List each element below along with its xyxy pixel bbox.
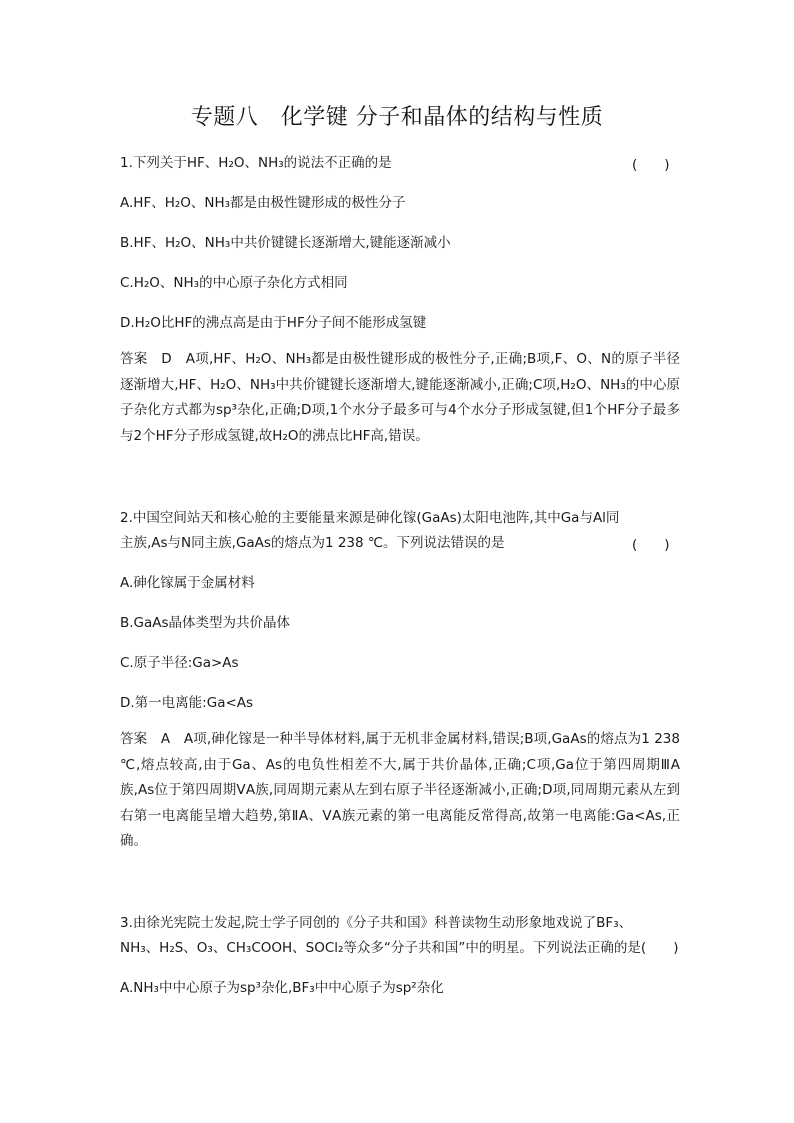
question-1-answer-blank: ( ) [632, 157, 670, 173]
question-2-option-b: B.GaAs晶体类型为共价晶体 [120, 615, 291, 631]
question-2-stem-line-1: 2.中国空间站天和核心舱的主要能量来源是砷化镓(GaAs)太阳电池阵,其中Ga与Al同 [120, 510, 620, 526]
page-title: 专题八 化学键 分子和晶体的结构与性质 [190, 105, 604, 130]
question-1-option-b: B.HF、H₂O、NH₃中共价键键长逐渐增大,键能逐渐减小 [120, 235, 451, 251]
question-2-option-c: C.原子半径:Ga>As [120, 655, 239, 671]
question-2-answer-blank: ( ) [632, 537, 670, 553]
question-1-option-d: D.H₂O比HF的沸点高是由于HF分子间不能形成氢键 [120, 315, 427, 331]
question-3-stem-line-2: NH₃、H₂S、O₃、CH₃COOH、SOCl₂等众多“分子共和国”中的明星。下列说法正确的是( ) [120, 940, 679, 956]
question-3-stem-line-1: 3.由徐光宪院士发起,院士学子同创的《分子共和国》科普读物生动形象地戏说了BF₃、 [120, 915, 633, 931]
question-1-option-a: A.HF、H₂O、NH₃都是由极性键形成的极性分子 [120, 195, 406, 211]
question-3-option-a: A.NH₃中中心原子为sp³杂化,BF₃中中心原子为sp²杂化 [120, 980, 444, 996]
question-2-option-d: D.第一电离能:Ga<As [120, 695, 254, 711]
question-1-option-c: C.H₂O、NH₃的中心原子杂化方式相同 [120, 275, 348, 291]
question-1-stem: 1.下列关于HF、H₂O、NH₃的说法不正确的是 [120, 155, 392, 171]
question-2-option-a: A.砷化镓属于金属材料 [120, 575, 255, 591]
question-2-stem-line-2: 主族,As与N同主族,GaAs的熔点为1 238 ℃。下列说法错误的是 [120, 535, 505, 551]
question-2-answer-explanation: 答案 A A项,砷化镓是一种半导体材料,属于无机非金属材料,错误;B项,GaAs的熔点为1 238 ℃,熔点较高,由于Ga、As的电负性相差不大,属于共价晶体,正确;C项,Ga位于第四周期ⅢA族,As位于第四周期ⅤA族,同周期元素从左到右原子半径逐渐减小,正确;D项,同周期元素从左到右第一电离能呈增大趋势,第ⅡA、ⅤA族元素的第一电离能反常得高,故第一电离能:Ga<As,正确。 [120, 731, 680, 849]
question-1-answer-explanation: 答案 D A项,HF、H₂O、NH₃都是由极性键形成的极性分子,正确;B项,F、O、N的原子半径逐渐增大,HF、H₂O、NH₃中共价键键长逐渐增大,键能逐渐减小,正确;C项,H₂O、NH₃的中心原子杂化方式都为sp³杂化,正确;D项,1个水分子最多可与4个水分子形成氢键,但1个HF分子最多与2个HF分子形成氢键,故H₂O的沸点比HF高,错误。 [120, 351, 680, 444]
